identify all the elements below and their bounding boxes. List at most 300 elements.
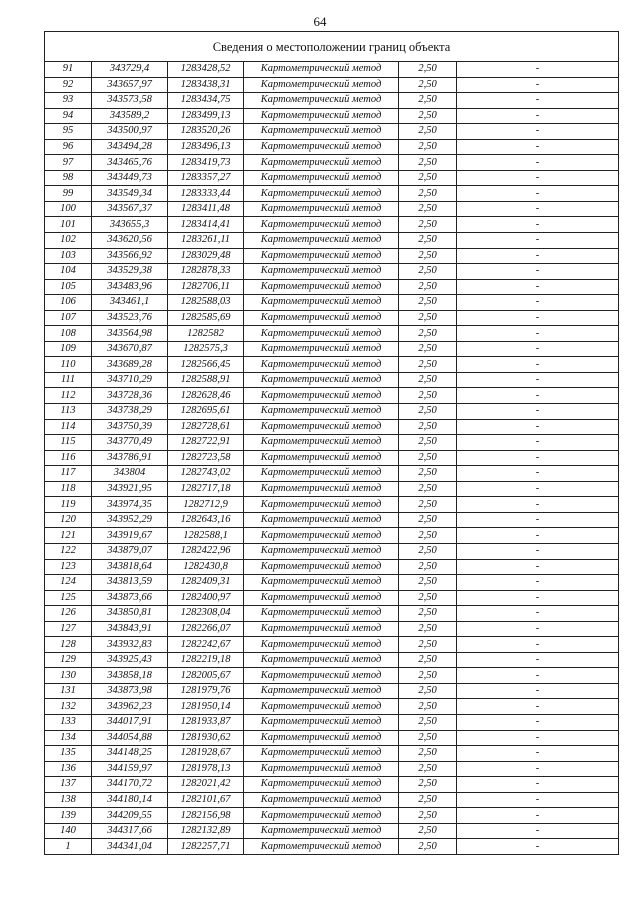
table-row xyxy=(45,357,619,373)
y-coordinate-cell: 1282878,33 xyxy=(168,264,244,280)
description-cell: - xyxy=(457,590,619,606)
table-row xyxy=(45,543,619,559)
description-cell: - xyxy=(457,233,619,249)
method-cell: Картометрический метод xyxy=(244,155,399,171)
y-coordinate-cell: 1282409,31 xyxy=(168,575,244,591)
point-number-cell: 112 xyxy=(45,388,92,404)
table-row xyxy=(45,372,619,388)
accuracy-cell: 2,50 xyxy=(399,139,457,155)
accuracy-cell: 2,50 xyxy=(399,839,457,855)
point-number-cell: 120 xyxy=(45,512,92,528)
x-coordinate-cell: 343670,87 xyxy=(92,341,168,357)
accuracy-cell: 2,50 xyxy=(399,233,457,249)
method-cell: Картометрический метод xyxy=(244,466,399,482)
x-coordinate-cell: 343567,37 xyxy=(92,201,168,217)
method-cell: Картометрический метод xyxy=(244,575,399,591)
accuracy-cell: 2,50 xyxy=(399,746,457,762)
description-cell: - xyxy=(457,124,619,140)
accuracy-cell: 2,50 xyxy=(399,668,457,684)
y-coordinate-cell: 1281930,62 xyxy=(168,730,244,746)
accuracy-cell: 2,50 xyxy=(399,808,457,824)
table-row xyxy=(45,652,619,668)
point-number-cell: 134 xyxy=(45,730,92,746)
point-number-cell: 129 xyxy=(45,652,92,668)
accuracy-cell: 2,50 xyxy=(399,559,457,575)
description-cell: - xyxy=(457,326,619,342)
x-coordinate-cell: 343843,91 xyxy=(92,621,168,637)
method-cell: Картометрический метод xyxy=(244,730,399,746)
x-coordinate-cell: 343689,28 xyxy=(92,357,168,373)
accuracy-cell: 2,50 xyxy=(399,683,457,699)
x-coordinate-cell: 343879,07 xyxy=(92,543,168,559)
table-row xyxy=(45,248,619,264)
point-number-cell: 110 xyxy=(45,357,92,373)
x-coordinate-cell: 343465,76 xyxy=(92,155,168,171)
description-cell: - xyxy=(457,419,619,435)
table-row xyxy=(45,139,619,155)
table-row xyxy=(45,590,619,606)
method-cell: Картометрический метод xyxy=(244,792,399,808)
y-coordinate-cell: 1282021,42 xyxy=(168,777,244,793)
accuracy-cell: 2,50 xyxy=(399,124,457,140)
y-coordinate-cell: 1281978,13 xyxy=(168,761,244,777)
method-cell: Картометрический метод xyxy=(244,435,399,451)
method-cell: Картометрический метод xyxy=(244,388,399,404)
method-cell: Картометрический метод xyxy=(244,404,399,420)
table-row xyxy=(45,93,619,109)
method-cell: Картометрический метод xyxy=(244,279,399,295)
x-coordinate-cell: 343449,73 xyxy=(92,170,168,186)
method-cell: Картометрический метод xyxy=(244,481,399,497)
x-coordinate-cell: 343564,98 xyxy=(92,326,168,342)
method-cell: Картометрический метод xyxy=(244,450,399,466)
y-coordinate-cell: 1282585,69 xyxy=(168,310,244,326)
x-coordinate-cell: 343566,92 xyxy=(92,248,168,264)
table-row xyxy=(45,341,619,357)
description-cell: - xyxy=(457,839,619,855)
description-cell: - xyxy=(457,217,619,233)
description-cell: - xyxy=(457,466,619,482)
description-cell: - xyxy=(457,761,619,777)
table-row xyxy=(45,481,619,497)
table-row xyxy=(45,186,619,202)
description-cell: - xyxy=(457,248,619,264)
x-coordinate-cell: 344170,72 xyxy=(92,777,168,793)
point-number-cell: 118 xyxy=(45,481,92,497)
method-cell: Картометрический метод xyxy=(244,652,399,668)
description-cell: - xyxy=(457,170,619,186)
y-coordinate-cell: 1283414,41 xyxy=(168,217,244,233)
method-cell: Картометрический метод xyxy=(244,372,399,388)
y-coordinate-cell: 1282643,16 xyxy=(168,512,244,528)
y-coordinate-cell: 1282422,96 xyxy=(168,543,244,559)
point-number-cell: 123 xyxy=(45,559,92,575)
method-cell: Картометрический метод xyxy=(244,528,399,544)
accuracy-cell: 2,50 xyxy=(399,714,457,730)
description-cell: - xyxy=(457,777,619,793)
accuracy-cell: 2,50 xyxy=(399,606,457,622)
table-row xyxy=(45,792,619,808)
description-cell: - xyxy=(457,637,619,653)
description-cell: - xyxy=(457,512,619,528)
y-coordinate-cell: 1282266,07 xyxy=(168,621,244,637)
point-number-cell: 126 xyxy=(45,606,92,622)
table-row xyxy=(45,839,619,855)
y-coordinate-cell: 1282695,61 xyxy=(168,404,244,420)
y-coordinate-cell: 1282722,91 xyxy=(168,435,244,451)
point-number-cell: 117 xyxy=(45,466,92,482)
description-cell: - xyxy=(457,264,619,280)
method-cell: Картометрический метод xyxy=(244,714,399,730)
x-coordinate-cell: 343962,23 xyxy=(92,699,168,715)
table-row xyxy=(45,621,619,637)
method-cell: Картометрический метод xyxy=(244,217,399,233)
method-cell: Картометрический метод xyxy=(244,62,399,78)
x-coordinate-cell: 344209,55 xyxy=(92,808,168,824)
accuracy-cell: 2,50 xyxy=(399,777,457,793)
x-coordinate-cell: 344159,97 xyxy=(92,761,168,777)
point-number-cell: 103 xyxy=(45,248,92,264)
y-coordinate-cell: 1282400,97 xyxy=(168,590,244,606)
table-body xyxy=(45,62,619,855)
description-cell: - xyxy=(457,404,619,420)
y-coordinate-cell: 1283419,73 xyxy=(168,155,244,171)
x-coordinate-cell: 344054,88 xyxy=(92,730,168,746)
point-number-cell: 111 xyxy=(45,372,92,388)
table-row xyxy=(45,683,619,699)
table-row xyxy=(45,419,619,435)
x-coordinate-cell: 344317,66 xyxy=(92,823,168,839)
method-cell: Картометрический метод xyxy=(244,248,399,264)
accuracy-cell: 2,50 xyxy=(399,108,457,124)
point-number-cell: 139 xyxy=(45,808,92,824)
method-cell: Картометрический метод xyxy=(244,139,399,155)
y-coordinate-cell: 1283496,13 xyxy=(168,139,244,155)
y-coordinate-cell: 1282706,11 xyxy=(168,279,244,295)
y-coordinate-cell: 1283411,48 xyxy=(168,201,244,217)
y-coordinate-cell: 1282430,8 xyxy=(168,559,244,575)
table-row xyxy=(45,808,619,824)
method-cell: Картометрический метод xyxy=(244,357,399,373)
y-coordinate-cell: 1283357,27 xyxy=(168,170,244,186)
point-number-cell: 131 xyxy=(45,683,92,699)
method-cell: Картометрический метод xyxy=(244,497,399,513)
y-coordinate-cell: 1281950,14 xyxy=(168,699,244,715)
x-coordinate-cell: 343529,38 xyxy=(92,264,168,280)
point-number-cell: 132 xyxy=(45,699,92,715)
description-cell: - xyxy=(457,543,619,559)
accuracy-cell: 2,50 xyxy=(399,310,457,326)
x-coordinate-cell: 343461,1 xyxy=(92,295,168,311)
accuracy-cell: 2,50 xyxy=(399,575,457,591)
point-number-cell: 116 xyxy=(45,450,92,466)
y-coordinate-cell: 1281928,67 xyxy=(168,746,244,762)
x-coordinate-cell: 343813,59 xyxy=(92,575,168,591)
table-row xyxy=(45,466,619,482)
x-coordinate-cell: 343873,98 xyxy=(92,683,168,699)
method-cell: Картометрический метод xyxy=(244,637,399,653)
y-coordinate-cell: 1282005,67 xyxy=(168,668,244,684)
method-cell: Картометрический метод xyxy=(244,808,399,824)
accuracy-cell: 2,50 xyxy=(399,404,457,420)
accuracy-cell: 2,50 xyxy=(399,652,457,668)
x-coordinate-cell: 344180,14 xyxy=(92,792,168,808)
point-number-cell: 127 xyxy=(45,621,92,637)
point-number-cell: 94 xyxy=(45,108,92,124)
description-cell: - xyxy=(457,93,619,109)
y-coordinate-cell: 1282566,45 xyxy=(168,357,244,373)
accuracy-cell: 2,50 xyxy=(399,186,457,202)
x-coordinate-cell: 343549,34 xyxy=(92,186,168,202)
method-cell: Картометрический метод xyxy=(244,77,399,93)
accuracy-cell: 2,50 xyxy=(399,792,457,808)
point-number-cell: 122 xyxy=(45,543,92,559)
point-number-cell: 121 xyxy=(45,528,92,544)
accuracy-cell: 2,50 xyxy=(399,62,457,78)
table-row xyxy=(45,201,619,217)
x-coordinate-cell: 343589,2 xyxy=(92,108,168,124)
description-cell: - xyxy=(457,730,619,746)
method-cell: Картометрический метод xyxy=(244,233,399,249)
y-coordinate-cell: 1282257,71 xyxy=(168,839,244,855)
description-cell: - xyxy=(457,155,619,171)
description-cell: - xyxy=(457,559,619,575)
point-number-cell: 140 xyxy=(45,823,92,839)
x-coordinate-cell: 343925,43 xyxy=(92,652,168,668)
accuracy-cell: 2,50 xyxy=(399,481,457,497)
accuracy-cell: 2,50 xyxy=(399,512,457,528)
y-coordinate-cell: 1283029,48 xyxy=(168,248,244,264)
point-number-cell: 99 xyxy=(45,186,92,202)
point-number-cell: 96 xyxy=(45,139,92,155)
description-cell: - xyxy=(457,497,619,513)
y-coordinate-cell: 1282728,61 xyxy=(168,419,244,435)
y-coordinate-cell: 1282101,67 xyxy=(168,792,244,808)
description-cell: - xyxy=(457,668,619,684)
point-number-cell: 130 xyxy=(45,668,92,684)
accuracy-cell: 2,50 xyxy=(399,217,457,233)
y-coordinate-cell: 1282308,04 xyxy=(168,606,244,622)
accuracy-cell: 2,50 xyxy=(399,823,457,839)
method-cell: Картометрический метод xyxy=(244,108,399,124)
accuracy-cell: 2,50 xyxy=(399,341,457,357)
table-row xyxy=(45,108,619,124)
point-number-cell: 114 xyxy=(45,419,92,435)
description-cell: - xyxy=(457,714,619,730)
accuracy-cell: 2,50 xyxy=(399,590,457,606)
description-cell: - xyxy=(457,683,619,699)
y-coordinate-cell: 1282132,89 xyxy=(168,823,244,839)
point-number-cell: 95 xyxy=(45,124,92,140)
x-coordinate-cell: 343750,39 xyxy=(92,419,168,435)
accuracy-cell: 2,50 xyxy=(399,497,457,513)
table-row xyxy=(45,699,619,715)
x-coordinate-cell: 344148,25 xyxy=(92,746,168,762)
table-row xyxy=(45,124,619,140)
boundary-coordinates-table xyxy=(44,31,619,855)
y-coordinate-cell: 1282628,46 xyxy=(168,388,244,404)
point-number-cell: 133 xyxy=(45,714,92,730)
x-coordinate-cell: 343804 xyxy=(92,466,168,482)
table-row xyxy=(45,606,619,622)
y-coordinate-cell: 1283261,11 xyxy=(168,233,244,249)
point-number-cell: 108 xyxy=(45,326,92,342)
y-coordinate-cell: 1282582 xyxy=(168,326,244,342)
point-number-cell: 98 xyxy=(45,170,92,186)
x-coordinate-cell: 343657,97 xyxy=(92,77,168,93)
accuracy-cell: 2,50 xyxy=(399,264,457,280)
y-coordinate-cell: 1282575,3 xyxy=(168,341,244,357)
point-number-cell: 135 xyxy=(45,746,92,762)
description-cell: - xyxy=(457,450,619,466)
accuracy-cell: 2,50 xyxy=(399,699,457,715)
y-coordinate-cell: 1282717,18 xyxy=(168,481,244,497)
accuracy-cell: 2,50 xyxy=(399,528,457,544)
table-caption: Сведения о местоположении границ объекта xyxy=(45,32,619,62)
method-cell: Картометрический метод xyxy=(244,264,399,280)
y-coordinate-cell: 1283333,44 xyxy=(168,186,244,202)
y-coordinate-cell: 1282723,58 xyxy=(168,450,244,466)
method-cell: Картометрический метод xyxy=(244,683,399,699)
x-coordinate-cell: 344017,91 xyxy=(92,714,168,730)
y-coordinate-cell: 1283520,26 xyxy=(168,124,244,140)
method-cell: Картометрический метод xyxy=(244,341,399,357)
accuracy-cell: 2,50 xyxy=(399,730,457,746)
table-row xyxy=(45,450,619,466)
point-number-cell: 91 xyxy=(45,62,92,78)
table-row xyxy=(45,217,619,233)
accuracy-cell: 2,50 xyxy=(399,637,457,653)
x-coordinate-cell: 343932,83 xyxy=(92,637,168,653)
description-cell: - xyxy=(457,652,619,668)
description-cell: - xyxy=(457,481,619,497)
y-coordinate-cell: 1282156,98 xyxy=(168,808,244,824)
point-number-cell: 124 xyxy=(45,575,92,591)
description-cell: - xyxy=(457,606,619,622)
x-coordinate-cell: 343620,56 xyxy=(92,233,168,249)
accuracy-cell: 2,50 xyxy=(399,357,457,373)
x-coordinate-cell: 343710,29 xyxy=(92,372,168,388)
point-number-cell: 128 xyxy=(45,637,92,653)
method-cell: Картометрический метод xyxy=(244,512,399,528)
method-cell: Картометрический метод xyxy=(244,606,399,622)
description-cell: - xyxy=(457,295,619,311)
x-coordinate-cell: 343494,28 xyxy=(92,139,168,155)
x-coordinate-cell: 343483,96 xyxy=(92,279,168,295)
method-cell: Картометрический метод xyxy=(244,839,399,855)
accuracy-cell: 2,50 xyxy=(399,295,457,311)
method-cell: Картометрический метод xyxy=(244,295,399,311)
accuracy-cell: 2,50 xyxy=(399,388,457,404)
accuracy-cell: 2,50 xyxy=(399,450,457,466)
x-coordinate-cell: 344341,04 xyxy=(92,839,168,855)
accuracy-cell: 2,50 xyxy=(399,279,457,295)
description-cell: - xyxy=(457,310,619,326)
table-row xyxy=(45,155,619,171)
description-cell: - xyxy=(457,77,619,93)
point-number-cell: 93 xyxy=(45,93,92,109)
point-number-cell: 104 xyxy=(45,264,92,280)
description-cell: - xyxy=(457,139,619,155)
method-cell: Картометрический метод xyxy=(244,326,399,342)
method-cell: Картометрический метод xyxy=(244,310,399,326)
x-coordinate-cell: 343655,3 xyxy=(92,217,168,233)
page-number: 64 xyxy=(313,14,327,29)
y-coordinate-cell: 1282588,1 xyxy=(168,528,244,544)
table-row xyxy=(45,823,619,839)
description-cell: - xyxy=(457,435,619,451)
y-coordinate-cell: 1281979,76 xyxy=(168,683,244,699)
x-coordinate-cell: 343858,18 xyxy=(92,668,168,684)
description-cell: - xyxy=(457,357,619,373)
accuracy-cell: 2,50 xyxy=(399,419,457,435)
table-row xyxy=(45,264,619,280)
y-coordinate-cell: 1281933,87 xyxy=(168,714,244,730)
method-cell: Картометрический метод xyxy=(244,668,399,684)
point-number-cell: 102 xyxy=(45,233,92,249)
x-coordinate-cell: 343786,91 xyxy=(92,450,168,466)
table-row xyxy=(45,295,619,311)
point-number-cell: 113 xyxy=(45,404,92,420)
point-number-cell: 1 xyxy=(45,839,92,855)
x-coordinate-cell: 343921,95 xyxy=(92,481,168,497)
accuracy-cell: 2,50 xyxy=(399,93,457,109)
method-cell: Картометрический метод xyxy=(244,746,399,762)
table-row xyxy=(45,637,619,653)
x-coordinate-cell: 343523,76 xyxy=(92,310,168,326)
table-row xyxy=(45,388,619,404)
table-row xyxy=(45,714,619,730)
accuracy-cell: 2,50 xyxy=(399,248,457,264)
accuracy-cell: 2,50 xyxy=(399,761,457,777)
method-cell: Картометрический метод xyxy=(244,761,399,777)
y-coordinate-cell: 1282588,91 xyxy=(168,372,244,388)
point-number-cell: 109 xyxy=(45,341,92,357)
point-number-cell: 136 xyxy=(45,761,92,777)
point-number-cell: 125 xyxy=(45,590,92,606)
method-cell: Картометрический метод xyxy=(244,823,399,839)
y-coordinate-cell: 1282588,03 xyxy=(168,295,244,311)
table-row xyxy=(45,559,619,575)
table-row xyxy=(45,77,619,93)
description-cell: - xyxy=(457,62,619,78)
table-row xyxy=(45,512,619,528)
point-number-cell: 101 xyxy=(45,217,92,233)
description-cell: - xyxy=(457,621,619,637)
point-number-cell: 107 xyxy=(45,310,92,326)
table-row xyxy=(45,170,619,186)
table-row xyxy=(45,404,619,420)
x-coordinate-cell: 343818,64 xyxy=(92,559,168,575)
method-cell: Картометрический метод xyxy=(244,186,399,202)
description-cell: - xyxy=(457,699,619,715)
x-coordinate-cell: 343850,81 xyxy=(92,606,168,622)
table-row xyxy=(45,730,619,746)
y-coordinate-cell: 1283428,52 xyxy=(168,62,244,78)
description-cell: - xyxy=(457,808,619,824)
description-cell: - xyxy=(457,388,619,404)
x-coordinate-cell: 343919,67 xyxy=(92,528,168,544)
table-row xyxy=(45,279,619,295)
x-coordinate-cell: 343573,58 xyxy=(92,93,168,109)
point-number-cell: 105 xyxy=(45,279,92,295)
description-cell: - xyxy=(457,341,619,357)
x-coordinate-cell: 343952,29 xyxy=(92,512,168,528)
table-row xyxy=(45,233,619,249)
accuracy-cell: 2,50 xyxy=(399,372,457,388)
method-cell: Картометрический метод xyxy=(244,543,399,559)
table-row xyxy=(45,528,619,544)
